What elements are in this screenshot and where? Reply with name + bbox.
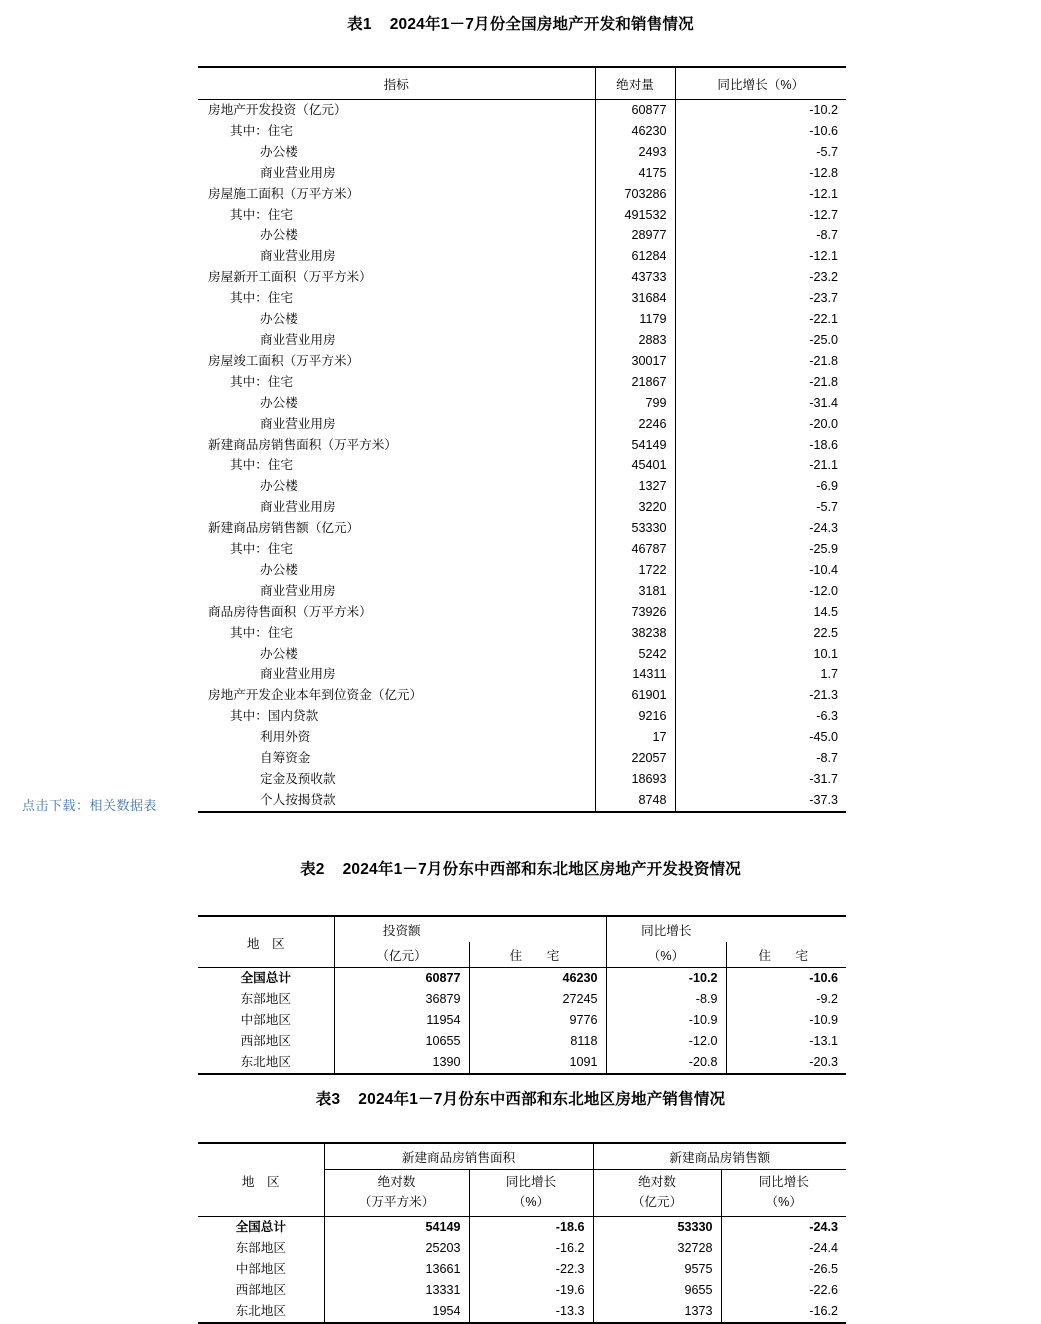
table3-number: 表3 (315, 1091, 341, 1108)
table-row (198, 476, 846, 497)
indicator-label: 商业营业用房 (260, 667, 336, 682)
yoy-value: -45.0 (675, 727, 846, 748)
yoy-residential-value: -20.3 (726, 1052, 846, 1074)
sales-area-absolute-value: 25203 (324, 1238, 469, 1259)
table-regional-development-investment (198, 915, 846, 1075)
table3-col-amount-absolute: 绝对数 （亿元） (593, 1170, 721, 1217)
yoy-value: -21.3 (675, 685, 846, 706)
table-row (198, 602, 846, 623)
table-row (198, 1031, 846, 1052)
indicator-label: 商品房待售面积（万平方米） (208, 604, 372, 619)
invest-residential-value: 1091 (469, 1052, 606, 1074)
table2-number: 表2 (300, 861, 325, 878)
region-label: 全国总计 (235, 1220, 286, 1234)
yoy-value: -21.8 (675, 351, 846, 372)
absolute-value: 2246 (595, 414, 675, 435)
table1-col-absolute: 绝对量 (595, 67, 675, 100)
table1-number: 表1 (347, 16, 372, 33)
region-label: 东部地区 (240, 992, 291, 1006)
absolute-value: 491532 (595, 205, 675, 226)
table3-title-text: 2024年1－7月份东中西部和东北地区房地产销售情况 (358, 1091, 726, 1108)
yoy-value: -21.8 (675, 372, 846, 393)
yoy-value: 14.5 (675, 602, 846, 623)
table-row (198, 163, 846, 184)
table-row (198, 623, 846, 644)
absolute-value: 60877 (595, 100, 675, 121)
table2-body (198, 968, 846, 1075)
yoy-residential-value: -10.9 (726, 1010, 846, 1031)
sales-area-yoy-value: -22.3 (469, 1259, 593, 1280)
indicator-label: 其中：住宅 (230, 291, 293, 306)
invest-residential-value: 8118 (469, 1031, 606, 1052)
sales-amount-absolute-value: 9575 (593, 1259, 721, 1280)
table3-group-sales-area: 新建商品房销售面积 (324, 1143, 593, 1170)
table-row (198, 685, 846, 706)
invest-total-value: 60877 (334, 968, 469, 990)
region-label: 西部地区 (235, 1283, 286, 1297)
table2-col-yoy-total-line2: （%） (606, 942, 726, 968)
table-row (198, 372, 846, 393)
indicator-label: 办公楼 (260, 479, 298, 494)
indicator-label: 办公楼 (260, 395, 298, 410)
indicator-label: 商业营业用房 (260, 332, 336, 347)
yoy-value: -18.6 (675, 435, 846, 456)
sales-area-absolute-value: 13661 (324, 1259, 469, 1280)
indicator-label: 利用外资 (260, 730, 311, 745)
indicator-label: 新建商品房销售额（亿元） (208, 521, 360, 536)
table-row (198, 1010, 846, 1031)
table-row (198, 309, 846, 330)
sales-amount-yoy-value: -22.6 (721, 1280, 846, 1301)
indicator-label: 办公楼 (260, 312, 298, 327)
table-row (198, 560, 846, 581)
absolute-value: 4175 (595, 163, 675, 184)
table2-header-row-1 (198, 916, 846, 942)
invest-total-value: 1390 (334, 1052, 469, 1074)
table-row (198, 664, 846, 685)
indicator-label: 房地产开发投资（亿元） (208, 103, 347, 117)
table3-col-area-yoy: 同比增长 （%） (469, 1170, 593, 1217)
yoy-residential-value: -13.1 (726, 1031, 846, 1052)
absolute-value: 3220 (595, 497, 675, 518)
sales-amount-absolute-value: 1373 (593, 1301, 721, 1323)
invest-total-value: 36879 (334, 989, 469, 1010)
sales-area-absolute-value: 1954 (324, 1301, 469, 1323)
table-row (198, 351, 846, 372)
yoy-value: -23.7 (675, 288, 846, 309)
indicator-label: 其中：住宅 (230, 374, 293, 389)
yoy-value: -6.9 (675, 476, 846, 497)
sales-amount-absolute-value: 53330 (593, 1217, 721, 1239)
table-regional-sales (198, 1142, 846, 1324)
sales-amount-yoy-value: -24.3 (721, 1217, 846, 1239)
absolute-value: 1722 (595, 560, 675, 581)
download-label: 点击下载： (22, 798, 90, 813)
table2-spacer-1 (469, 916, 606, 942)
table3-title (0, 1087, 1041, 1109)
absolute-value: 43733 (595, 267, 675, 288)
sales-area-yoy-value: -18.6 (469, 1217, 593, 1239)
indicator-label: 商业营业用房 (260, 416, 336, 431)
table-row (198, 644, 846, 665)
region-label: 东北地区 (198, 1301, 324, 1323)
indicator-label: 其中：住宅 (230, 123, 293, 138)
sales-amount-absolute-value: 32728 (593, 1238, 721, 1259)
table-row (198, 225, 846, 246)
absolute-value: 799 (595, 393, 675, 414)
indicator-label: 商业营业用房 (260, 165, 336, 180)
indicator-label: 商业营业用房 (260, 500, 336, 515)
table2-col-invest-total-line2: （亿元） (334, 942, 469, 968)
absolute-value: 31684 (595, 288, 675, 309)
download-link-row (22, 795, 157, 814)
table3-col-area-absolute: 绝对数 （万平方米） (324, 1170, 469, 1217)
table1-body (198, 100, 846, 812)
absolute-value: 28977 (595, 225, 675, 246)
table1-header-row (198, 67, 846, 100)
table-row (198, 142, 846, 163)
yoy-value: -10.2 (675, 100, 846, 121)
absolute-value: 14311 (595, 664, 675, 685)
table-row (198, 246, 846, 267)
yoy-value: -5.7 (675, 142, 846, 163)
invest-residential-value: 46230 (469, 968, 606, 990)
region-label: 东北地区 (198, 1052, 334, 1074)
absolute-value: 53330 (595, 518, 675, 539)
region-label: 西部地区 (240, 1034, 291, 1048)
sales-amount-yoy-value: -16.2 (721, 1301, 846, 1323)
invest-total-value: 11954 (334, 1010, 469, 1031)
table2-col-invest-total-line1: 投资额 (334, 916, 469, 942)
table-row (198, 184, 846, 205)
absolute-value: 22057 (595, 748, 675, 769)
absolute-value: 73926 (595, 602, 675, 623)
sales-area-yoy-value: -19.6 (469, 1280, 593, 1301)
table1-col-indicator: 指标 (198, 67, 595, 100)
indicator-label: 办公楼 (260, 144, 298, 159)
table-row (198, 1238, 846, 1259)
absolute-value: 18693 (595, 769, 675, 790)
region-label: 中部地区 (240, 1013, 291, 1027)
yoy-value: -12.7 (675, 205, 846, 226)
table-row (198, 288, 846, 309)
indicator-label: 其中：国内贷款 (230, 709, 319, 724)
region-label: 中部地区 (235, 1262, 286, 1276)
indicator-label: 个人按揭贷款 (198, 790, 595, 812)
yoy-value: 10.1 (675, 644, 846, 665)
yoy-value: -25.0 (675, 330, 846, 351)
absolute-value: 703286 (595, 184, 675, 205)
yoy-value: -20.0 (675, 414, 846, 435)
yoy-total-value: -10.2 (606, 968, 726, 990)
absolute-value: 45401 (595, 455, 675, 476)
yoy-value: -23.2 (675, 267, 846, 288)
table3-header-row-1 (198, 1143, 846, 1170)
table1-title-text: 2024年1－7月份全国房地产开发和销售情况 (389, 16, 694, 33)
yoy-value: -12.1 (675, 246, 846, 267)
table-row (198, 539, 846, 560)
indicator-label: 自筹资金 (260, 751, 311, 766)
yoy-value: -37.3 (675, 790, 846, 812)
table3-col-amount-yoy: 同比增长 （%） (721, 1170, 846, 1217)
invest-residential-value: 9776 (469, 1010, 606, 1031)
indicator-label: 办公楼 (260, 562, 298, 577)
table-row (198, 435, 846, 456)
table2-col-yoy-total-line1: 同比增长 (606, 916, 726, 942)
absolute-value: 3181 (595, 581, 675, 602)
table-row (198, 414, 846, 435)
sales-area-yoy-value: -13.3 (469, 1301, 593, 1323)
indicator-label: 定金及预收款 (260, 772, 336, 786)
table-row (198, 769, 846, 790)
table-row (198, 1259, 846, 1280)
table-row (198, 581, 846, 602)
indicator-label: 办公楼 (260, 646, 298, 661)
absolute-value: 9216 (595, 706, 675, 727)
absolute-value: 46230 (595, 121, 675, 142)
table-row (198, 121, 846, 142)
table-row (198, 1217, 846, 1239)
table2-col-yoy-residential: 住 宅 (726, 942, 846, 968)
indicator-label: 房地产开发企业本年到位资金（亿元） (208, 688, 423, 703)
indicator-label: 房屋竣工面积（万平方米） (208, 353, 360, 368)
absolute-value: 38238 (595, 623, 675, 644)
table3-body (198, 1217, 846, 1324)
table-row (198, 100, 846, 121)
yoy-value: -10.4 (675, 560, 846, 581)
sales-amount-yoy-value: -26.5 (721, 1259, 846, 1280)
table-row (198, 968, 846, 990)
absolute-value: 2883 (595, 330, 675, 351)
indicator-label: 新建商品房销售面积（万平方米） (208, 437, 397, 452)
indicator-label: 办公楼 (260, 228, 298, 243)
table-row (198, 267, 846, 288)
yoy-value: -8.7 (675, 225, 846, 246)
table2-col-region: 地 区 (198, 916, 334, 968)
indicator-label: 其中：住宅 (230, 458, 293, 473)
yoy-total-value: -10.9 (606, 1010, 726, 1031)
indicator-label: 商业营业用房 (260, 583, 336, 598)
yoy-value: -12.1 (675, 184, 846, 205)
absolute-value: 1327 (595, 476, 675, 497)
table2-spacer-2 (726, 916, 846, 942)
region-label: 东部地区 (235, 1241, 286, 1255)
region-label: 全国总计 (240, 971, 291, 985)
indicator-label: 房屋新开工面积（万平方米） (208, 270, 372, 285)
table-row (198, 205, 846, 226)
yoy-value: -21.1 (675, 455, 846, 476)
yoy-value: -10.6 (675, 121, 846, 142)
absolute-value: 2493 (595, 142, 675, 163)
indicator-label: 商业营业用房 (260, 249, 336, 264)
yoy-value: -22.1 (675, 309, 846, 330)
sales-amount-absolute-value: 9655 (593, 1280, 721, 1301)
invest-total-value: 10655 (334, 1031, 469, 1052)
absolute-value: 61901 (595, 685, 675, 706)
indicator-label: 其中：住宅 (230, 625, 293, 640)
sales-area-absolute-value: 13331 (324, 1280, 469, 1301)
absolute-value: 5242 (595, 644, 675, 665)
invest-residential-value: 27245 (469, 989, 606, 1010)
absolute-value: 61284 (595, 246, 675, 267)
indicator-label: 其中：住宅 (230, 207, 293, 222)
table-row (198, 330, 846, 351)
yoy-value: -8.7 (675, 748, 846, 769)
sales-amount-yoy-value: -24.4 (721, 1238, 846, 1259)
absolute-value: 8748 (595, 790, 675, 812)
yoy-value: -31.4 (675, 393, 846, 414)
table-row (198, 748, 846, 769)
sales-area-absolute-value: 54149 (324, 1217, 469, 1239)
yoy-value: 22.5 (675, 623, 846, 644)
absolute-value: 1179 (595, 309, 675, 330)
table1-col-yoy: 同比增长（%） (675, 67, 846, 100)
table2-title-text: 2024年1－7月份东中西部和东北地区房地产开发投资情况 (342, 861, 741, 878)
indicator-label: 其中：住宅 (230, 542, 293, 557)
yoy-residential-value: -10.6 (726, 968, 846, 990)
absolute-value: 21867 (595, 372, 675, 393)
table2-title (0, 857, 1041, 879)
table-row (198, 1280, 846, 1301)
table-row (198, 727, 846, 748)
table-row (198, 393, 846, 414)
yoy-total-value: -12.0 (606, 1031, 726, 1052)
yoy-value: -25.9 (675, 539, 846, 560)
yoy-residential-value: -9.2 (726, 989, 846, 1010)
sales-area-yoy-value: -16.2 (469, 1238, 593, 1259)
table3-group-sales-amount: 新建商品房销售额 (593, 1143, 846, 1170)
table-row (198, 518, 846, 539)
table-row (198, 1052, 846, 1074)
table2-col-invest-residential: 住 宅 (469, 942, 606, 968)
yoy-total-value: -8.9 (606, 989, 726, 1010)
table3-col-region: 地 区 (198, 1143, 324, 1217)
table-row (198, 790, 846, 812)
yoy-value: 1.7 (675, 664, 846, 685)
yoy-value: -12.0 (675, 581, 846, 602)
table1-title (0, 12, 1041, 34)
yoy-value: -5.7 (675, 497, 846, 518)
indicator-label: 房屋施工面积（万平方米） (208, 186, 360, 201)
absolute-value: 54149 (595, 435, 675, 456)
yoy-total-value: -20.8 (606, 1052, 726, 1074)
yoy-value: -31.7 (675, 769, 846, 790)
table-row (198, 706, 846, 727)
absolute-value: 46787 (595, 539, 675, 560)
table-row (198, 989, 846, 1010)
table-national-realestate-development-and-sales (198, 66, 846, 813)
absolute-value: 17 (595, 727, 675, 748)
yoy-value: -24.3 (675, 518, 846, 539)
yoy-value: -12.8 (675, 163, 846, 184)
absolute-value: 30017 (595, 351, 675, 372)
table-row (198, 497, 846, 518)
related-data-table-link[interactable]: 相关数据表 (89, 798, 158, 813)
table-row (198, 455, 846, 476)
yoy-value: -6.3 (675, 706, 846, 727)
